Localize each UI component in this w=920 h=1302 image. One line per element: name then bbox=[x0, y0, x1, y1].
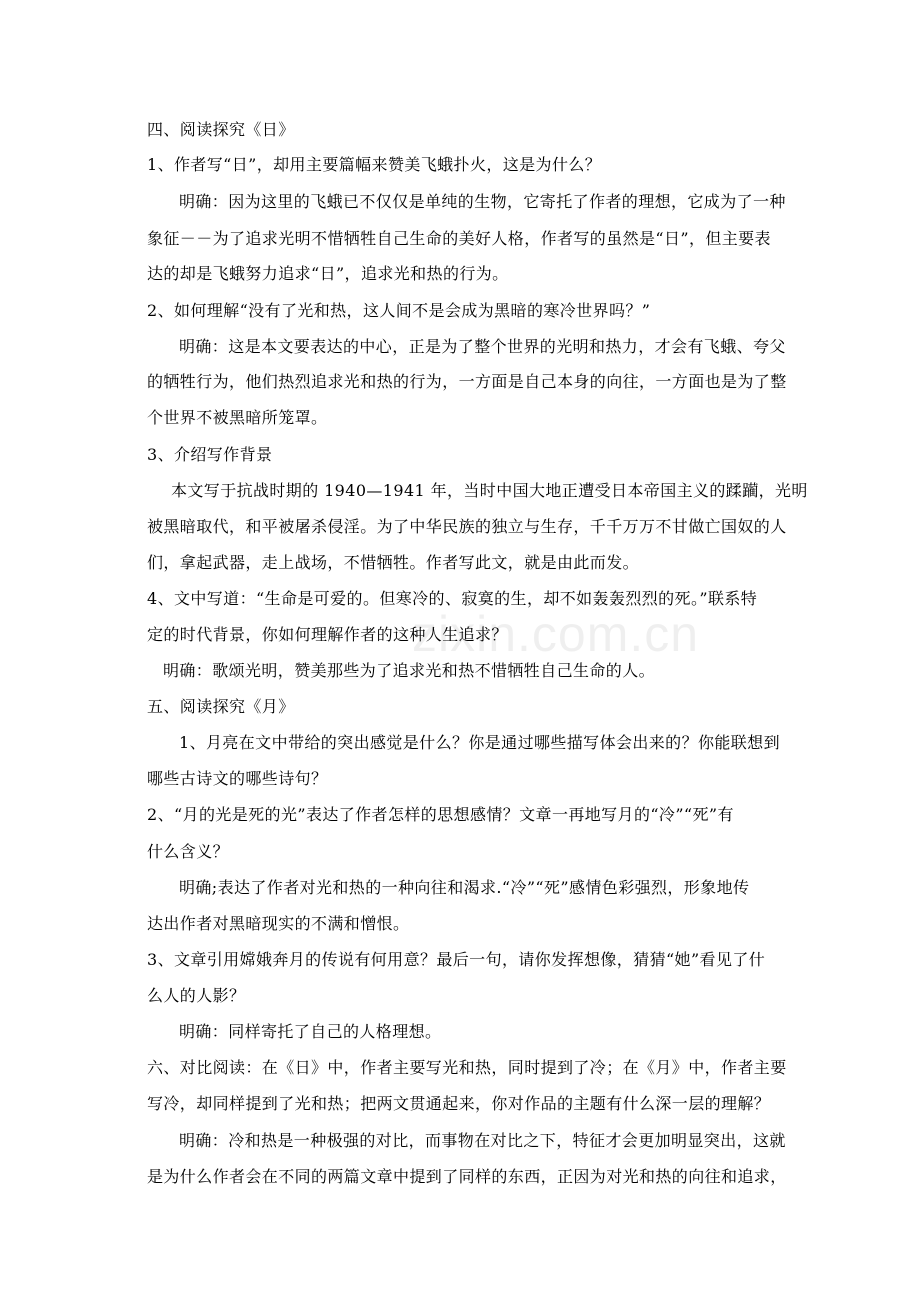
answer-line: 明确：这是本文要表达的中心，正是为了整个世界的光明和热力，才会有飞蛾、夸父 bbox=[179, 337, 786, 356]
section-heading: 五、阅读探究《月》 bbox=[147, 697, 295, 716]
answer-line: 明确;表达了作者对光和热的一种向往和渴求.“冷”“死”感情色彩强烈，形象地传 bbox=[179, 878, 750, 897]
answer-line: 是为什么作者会在不同的两篇文章中提到了同样的东西，正因为对光和热的向往和追求， bbox=[147, 1167, 787, 1186]
answer-line: 个世界不被黑暗所笼罩。 bbox=[147, 408, 328, 427]
answer-line: 达的却是飞蛾努力追求“日”，追求光和热的行为。 bbox=[147, 264, 509, 283]
answer-line: 达出作者对黑暗现实的不满和憎恨。 bbox=[147, 914, 410, 933]
body-line: 本文写于抗战时期的 1940—1941 年，当时中国大地正遭受日本帝国主义的蹂躏，光明 bbox=[171, 481, 808, 500]
question-line: 哪些古诗文的哪些诗句？ bbox=[147, 769, 328, 788]
answer-line: 明确：因为这里的飞蛾已不仅仅是单纯的生物，它寄托了作者的理想，它成为了一种 bbox=[179, 192, 786, 211]
question-line: 么人的人影？ bbox=[147, 986, 246, 1005]
answer-line: 的牺牲行为，他们热烈追求光和热的行为，一方面是自己本身的向往，一方面也是为了整 bbox=[147, 372, 787, 391]
question-line: 写冷，却同样提到了光和热；把两文贯通起来，你对作品的主题有什么深一层的理解？ bbox=[147, 1094, 771, 1113]
watermark-text: zixin.com.cn bbox=[412, 606, 700, 662]
section-heading: 四、阅读探究《日》 bbox=[147, 120, 295, 139]
question-line: 1、月亮在文中带给的突出感觉是什么？你是通过哪些描写体会出来的？你能联想到 bbox=[179, 733, 780, 752]
question-line: 1、作者写“日”，却用主要篇幅来赞美飞蛾扑火，这是为什么？ bbox=[147, 155, 602, 174]
question-line: 定的时代背景，你如何理解作者的这种人生追求？ bbox=[147, 625, 508, 644]
question-line: 2、如何理解“没有了光和热，这人间不是会成为黑暗的寒冷世界吗？” bbox=[147, 301, 651, 320]
question-line: 3、介绍写作背景 bbox=[147, 445, 273, 464]
section-heading: 六、对比阅读：在《日》中，作者主要写光和热，同时提到了冷；在《月》中，作者主要 bbox=[147, 1058, 787, 1077]
question-line: 什么含义？ bbox=[147, 842, 230, 861]
answer-line: 明确：歌颂光明，赞美那些为了追求光和热不惜牺牲自己生命的人。 bbox=[163, 661, 656, 680]
question-line: 4、文中写道：“生命是可爱的。但寒冷的、寂寞的生，却不如轰轰烈烈的死。”联系特 bbox=[147, 589, 758, 608]
question-line: 3、文章引用嫦娥奔月的传说有何用意？最后一句，请你发挥想像，猜猜“她”看见了什 bbox=[147, 950, 766, 969]
body-line: 们，拿起武器，走上战场，不惜牺牲。作者写此文，就是由此而发。 bbox=[147, 553, 640, 572]
answer-line: 明确：冷和热是一种极强的对比，而事物在对比之下，特征才会更加明显突出，这就 bbox=[179, 1131, 786, 1150]
question-line: 2、“月的光是死的光”表达了作者怎样的思想感情？文章一再地写月的“冷”“死”有 bbox=[147, 805, 734, 824]
answer-line: 明确：同样寄托了自己的人格理想。 bbox=[179, 1022, 442, 1041]
body-line: 被黑暗取代，和平被屠杀侵淫。为了中华民族的独立与生存，千千万万不甘做亡国奴的人 bbox=[147, 517, 787, 536]
answer-line: 象征－－为了追求光明不惜牺牲自己生命的美好人格，作者写的虽然是“日”，但主要表 bbox=[147, 229, 771, 248]
